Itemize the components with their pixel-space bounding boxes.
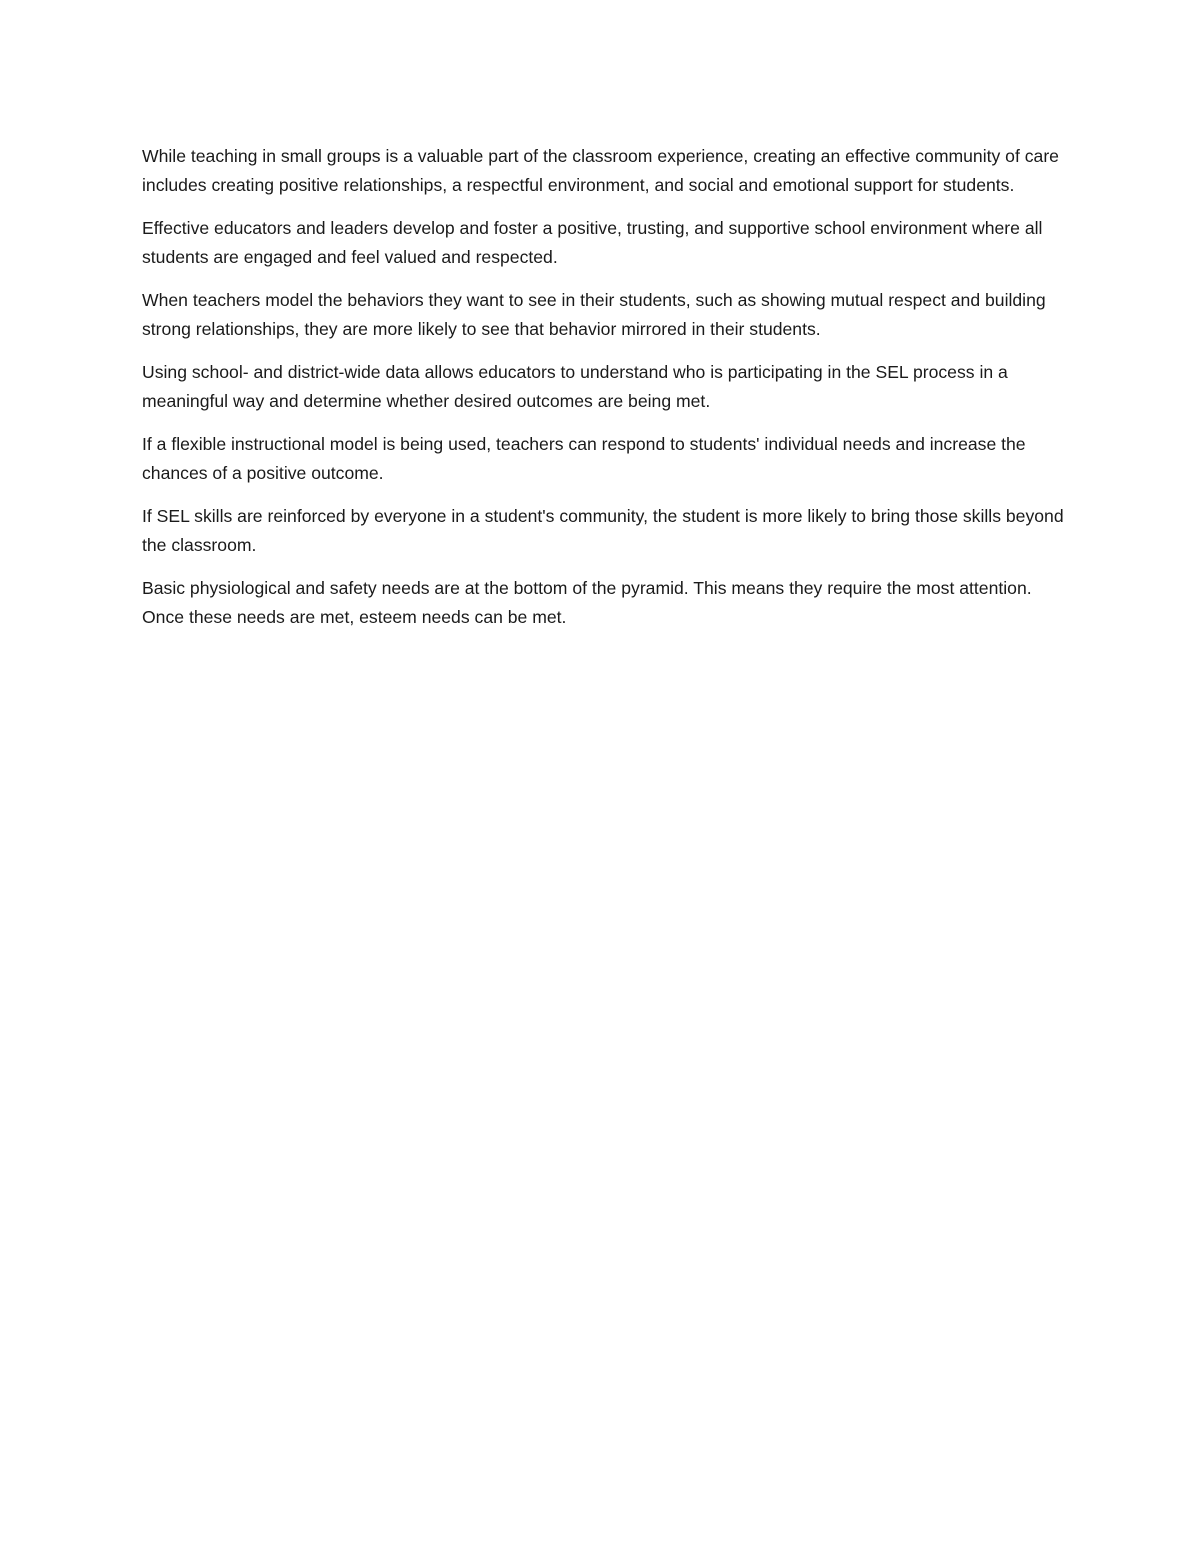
paragraph-flexible-model: If a flexible instructional model is being used, teachers can respond to students' individual needs and increase the chances of a positive outcome. [142, 434, 1026, 483]
paragraph-modeling-behaviors: When teachers model the behaviors they want to see in their students, such as showing mutual respect and building strong relationships, they are more likely to see that behavior mirrored in their students. [142, 290, 1046, 339]
paragraph-sel-reinforcement: If SEL skills are reinforced by everyone in a student's community, the student is more likely to bring those skills beyond the classroom. [142, 506, 1064, 555]
paragraph-community-of-care: While teaching in small groups is a valuable part of the classroom experience, creating an effective community of care includes creating positive relationships, a respectful environment, and social and emotional support for students. [142, 146, 1059, 195]
document-body [142, 142, 1072, 646]
paragraph-using-data: Using school- and district-wide data allows educators to understand who is participating in the SEL process in a meaningful way and determine whether desired outcomes are being met. [142, 362, 1008, 411]
paragraph-basic-needs: Basic physiological and safety needs are at the bottom of the pyramid. This means they require the most attention. Once these needs are met, esteem needs can be met. [142, 578, 1032, 627]
paragraph-supportive-environment: Effective educators and leaders develop and foster a positive, trusting, and supportive school environment where all students are engaged and feel valued and respected. [142, 218, 1043, 267]
